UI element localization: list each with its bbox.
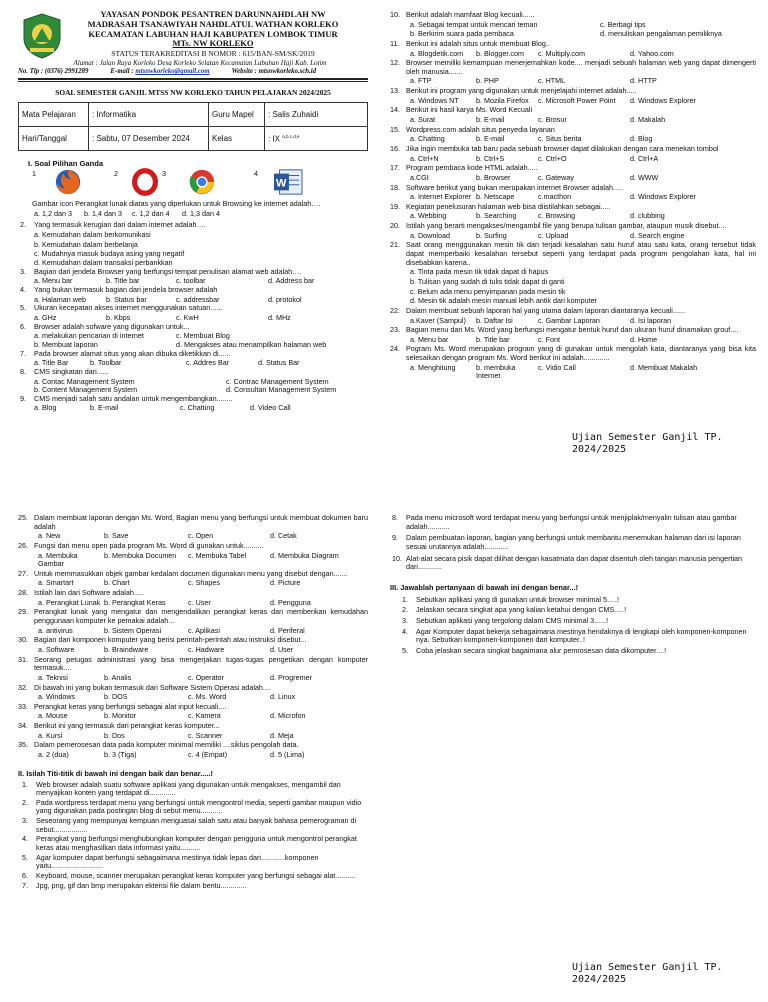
question-18: 18. Software berikut yang bukan merupakan internet Browser adalah..... [390, 182, 623, 192]
option-item: c. Situs berita [538, 134, 582, 144]
option-item: a. antivirus [38, 625, 73, 635]
question-25-options [18, 532, 368, 541]
option-item: a. FTP [410, 76, 432, 86]
option-item: a. Kursi [38, 730, 63, 740]
option-item: b. membuka Internet [476, 362, 516, 381]
option-item: b. Tulisan yang sudah di tulis tidak dapat di ganti [410, 276, 565, 286]
question-23-options [390, 336, 756, 345]
question-12: 12. Browser memiliki kemampuan menerjemahkan kode.... menjadi sebuah halaman web yang dapat dimengerti oleh manusia....... [390, 58, 756, 76]
option-item: c. Ms. Word [188, 692, 227, 702]
fill-in-9: 9. Dalam pembuatan laporan, bagian yang berfungsi untuk membantu menemukan halaman dari isi laporan sesuai urutannya adalah............ [392, 533, 741, 551]
foundation-name: YAYASAN PONDOK PESANTREN DARUNNAHDLAH NW [100, 9, 326, 19]
option-item: a. 2 (dua) [38, 750, 69, 760]
question-2: 2. Yang termasuk kerugian dari dalam internet adalah…. [20, 219, 206, 229]
essay-question-5: 5. Coba jelaskan secara singkat bagaimana alur pemrosesan data dikomputer....! [402, 645, 667, 655]
question-33-options [18, 712, 368, 721]
essay-question-1: 1. Sebutkan aplikasi yang di gunakan untuk browser minimal 5.....! [402, 594, 619, 604]
question-17: 17. Program pembaca kode HTML adalah..... [390, 163, 538, 173]
question-23: 23. Bagian menu dari Ms. Word yang berfungsi mengatur bentuk huruf dan ukuran huruf dinamakan grouf.... [390, 325, 739, 335]
question-24-options [390, 364, 756, 381]
opera-icon [132, 168, 158, 196]
option-item: b. Daftar Isi [476, 315, 513, 325]
fill-in-7: 7. Jpg, png, gif dan bmp merupakan ektensi file dalam bentu............. [22, 880, 247, 890]
question-27: 27. Untuk memmasukkan objek gambar kedalam documen digunakan menu yang disebut dengan....... [18, 568, 348, 578]
option-item: c. Browsing [538, 211, 576, 221]
question-4: 4. Yang bukan termasuk bagian dari jendela browser adalah [20, 285, 218, 295]
icon-number-3: 3 [162, 169, 166, 179]
question-20: 20. Istilah yang berarti mengakses/mengambil file yang berupa tulisan gambar, ataupun musik disebut.... [390, 221, 727, 231]
question-20-options [390, 232, 756, 241]
firefox-icon [54, 168, 82, 196]
option-item: d. Search engine [630, 230, 685, 240]
word-icon [272, 168, 304, 196]
question-21: 21. Saat orang menggunakan mesin tik dan terjadi kesalahan satu huruf atau satu kata, orang tersebut tidak dapat memperbaiki kesalahan tersebut seperti yang terdapat pada program pengolahan kata, hal ini disebabkan karena.. [390, 240, 756, 267]
question-9-options: a. Blog b. E-mail c. Chatting d. Video Call [34, 403, 291, 413]
option-item: a. Membuka Gambar [38, 550, 78, 569]
option-item: c. Open [188, 531, 214, 541]
option-item: c. Shapes [188, 578, 220, 588]
fill-in-8: 8. Pada menu microsoft word terdapat menu yang berfungsi untuk menjiplak/menyalin tulisan atau gambar adalah........... [392, 513, 737, 531]
option-item: c. Hadware [188, 644, 225, 654]
question-18-options [390, 193, 756, 202]
page1-left-column [18, 10, 368, 413]
option-item: b. Chart [104, 578, 130, 588]
class-label: Kelas [209, 127, 265, 151]
fill-in-5: 5. Agar komputer dapat berfungsi sebagaimana mestinya tidak lepas dari............komponen yaitu.......................... [22, 852, 319, 871]
option-item: b. 3 (Tiga) [104, 750, 137, 760]
option-item: c. User [188, 597, 211, 607]
option-item: a. Surat [410, 115, 436, 125]
essay-question-2: 2. Jelaskan secara singkat apa yang kalian ketahui dengan CMS.....! [402, 605, 627, 615]
option-item: b. Dos [104, 730, 125, 740]
option-item: d. WWW [630, 172, 659, 182]
question-26-options [18, 552, 368, 569]
question-11-options [390, 50, 756, 59]
option-item: b. Mozila Firefox [476, 95, 529, 105]
option-item: d. Progremer [270, 672, 312, 682]
option-item: a. Blogdetik.com [410, 48, 464, 58]
option-item: c. Multiply.com [538, 48, 585, 58]
option-item: a. Sebagai tempat untuk mencari teman [410, 19, 538, 29]
option-item: c. Operator [188, 672, 224, 682]
option-item: a. Tinta pada mesin tik tidak dapat di hapus [410, 267, 549, 277]
question-8-options-ac: a. Contac Management System c. Contrac Management System [34, 376, 329, 386]
question-16-options [390, 155, 756, 164]
option-item: d. Windows Explorer [630, 192, 696, 202]
question-21-options [390, 297, 756, 306]
option-item: c. Microsoft Power Point [538, 95, 616, 105]
option-item: d. Mesin tik adalah mesin manual lebih antik dari komputer [410, 296, 597, 306]
option-item: d. Linux [270, 692, 296, 702]
question-1-text: Gambar icon Perangkat lunak diatas yang diperlukan untuk Browsing ke internet adalah…. [32, 199, 321, 209]
option-item: a. Windows [38, 692, 76, 702]
option-item: a. New [38, 531, 61, 541]
option-item: a. Chatting [410, 134, 445, 144]
option-item: c. Membuka Tabel [188, 550, 247, 560]
fill-in-2: 2. Pada wordpress terdapat menu yang berfungsi untuk mengontrol media, seperti gambar maupun vidio yang digunakan pada postingan blog di sebut menu........... [22, 797, 362, 816]
option-item: b. Title bar [476, 334, 510, 344]
option-item: b. Netscape [476, 192, 515, 202]
chrome-icon [188, 168, 216, 196]
question-6-options-ac: a. melakukan pencarian di internet c. Membuat Blog [34, 331, 230, 341]
option-item: c. Belum ada menu penyimpanan pada mesin tik [410, 286, 566, 296]
question-35-options [18, 751, 368, 760]
option-item: c. Gateway [538, 172, 574, 182]
page2-footer: Ujian Semester Ganjil TP. 2024/2025 [572, 962, 723, 985]
fill-in-6: 6. Keyboard, mouse, scanner merupakan perangkat keras komputer yang berfungsi sebagai alat.......... [22, 870, 356, 880]
essay-question-3: 3. Sebutkan aplikasi yang tergolong dalam CMS minimal 3......! [402, 616, 609, 625]
school-logo [20, 12, 64, 60]
option-item: c. Upload [538, 230, 569, 240]
page1-right-column [390, 11, 756, 382]
option-item: a. Webbing [410, 211, 447, 221]
option-item: a. Download [410, 230, 450, 240]
option-item: a.CGI [410, 172, 429, 182]
option-item: d. Isi laporan [630, 315, 672, 325]
school-short-name: MTs. NW KORLEKO [172, 38, 254, 49]
option-item: a.Kaver (Sampul) [410, 315, 466, 325]
option-item: b. PHP [476, 76, 499, 86]
option-item: c. Gambar Laporan [538, 315, 600, 325]
option-item: a. Teknisi [38, 672, 68, 682]
district-name: KECAMATAN LABUHAN HAJI KABUPATEN LOMBOK TIMUR [88, 28, 338, 39]
option-item: b. E-mail [476, 115, 505, 125]
option-item: d. Pengguna [270, 597, 311, 607]
option-item: b. DOS [104, 692, 128, 702]
exam-info-table [18, 102, 368, 151]
option-item: a. Menu bar [410, 334, 449, 344]
option-item: a. Perangkat Lunak [38, 597, 101, 607]
question-11: 11. Berikut ini adalah situs untuk membuat Blog.. [390, 38, 550, 48]
option-item: b. Analis [104, 672, 132, 682]
option-item: b. Perangkat Keras [104, 597, 166, 607]
class-value: : IX $^{a,b,c,d,e}$ [265, 127, 368, 151]
question-1-options: a. 1,2 dan 3 b. 1,4 dan 3 c. 1,2 dan 4 d. 1,3 dan 4 [34, 209, 220, 219]
question-22-options [390, 317, 756, 326]
question-13-options [390, 97, 756, 106]
question-34: 34. Berikut ini yang termasuk dari perangkat keras komputer... [18, 721, 220, 731]
contact-line: No. Tlp : (0376) 2991289 E-mail : mtsnwkorleko@gmail.com Website : mtsnwkorleko.sch.id [18, 68, 317, 76]
question-19-options [390, 212, 756, 221]
question-8: 8. CMS singkatan dari...... [20, 366, 109, 376]
question-10-options [390, 21, 756, 30]
option-item: c. 4 (Empat) [188, 750, 228, 760]
question-29-options [18, 627, 368, 636]
question-24: 24. Pogram Ms. Word merupakan program yang di gunakan untuk mengolah kata, diantaranya yang bisa kita selesaikan dengan program Ms. Word berikut ini adalah............. [390, 344, 756, 363]
option-item: d. Meja [270, 730, 294, 740]
email-link[interactable]: mtsnwkorleko@gmail.com [135, 68, 210, 76]
option-item: b. Browser [476, 172, 511, 182]
date-label: Hari/Tanggal [19, 127, 89, 151]
icon-number-2: 2 [114, 169, 118, 179]
question-30-options [18, 646, 368, 655]
option-item: d. Home [630, 334, 658, 344]
question-31: 31. Seorang petugas administrasi yang bisa mengerjakan tugas-tugas pengetikan dengan komputer termasuk.... [18, 654, 368, 673]
question-34-options [18, 732, 368, 741]
fill-in-1: 1. Web browser adalah suatu software aplikasi yang digunakan untuk mengakses, mengambil dan menyajikan konten yang terdapat di............. [22, 779, 341, 798]
option-item: c.macthon [538, 192, 572, 202]
option-item: b. Braindware [104, 644, 149, 654]
option-item: d. Membuat Makalah [630, 362, 698, 372]
fill-in-4: 4. Perangkat yang berfungsi menghubungkan komputer dengan pengguna untuk mengontrol perangkat keras atau menghasilkan data informasi yaitu.......... [22, 834, 357, 853]
option-item: d. 5 (Lima) [270, 750, 305, 760]
teacher-value: : Salis Zuhaidi [265, 103, 368, 127]
question-7-options: a. Title Bar b. Toolbar c. Addres Bar d. Status Bar [34, 358, 300, 368]
question-4-options: a. Halaman web b. Status bar c. addressbar d. protokol [34, 294, 302, 304]
subject-value: : Informatika [89, 103, 209, 127]
question-13: 13. Berikut ini program yang digunakan untuk menjelajahi internet adalah..... [390, 86, 637, 96]
option-item: c. Aplikasi [188, 625, 220, 635]
option-item: d. Makalah [630, 115, 666, 125]
option-item: d. User [270, 644, 294, 654]
question-7: 7. Pada browser alamat situs yang akan dibuka diketikkan di...... [20, 348, 231, 358]
question-9: 9. CMS menjadi salah satu andalan untuk mengembangkan........ [20, 393, 233, 403]
option-item: b. Blogger.com [476, 48, 524, 58]
option-item: d. Yahoo.com [630, 48, 674, 58]
question-8-options-bd: b. Content Management System d. Consultan Management System [34, 385, 337, 395]
option-item: d. Blog [630, 134, 653, 144]
question-3: 3. Bagian dari jendela Browser yang berfungsi tempat penulisan alamat web adalah…. [20, 266, 302, 276]
question-22: 22. Dalam membuat sebuah laporan hal yang utama dalam laporan diantaranya kecuali...... [390, 305, 685, 315]
question-19: 19. Kegiatan penelusuran halaman web bisa diistilahkan sebagai..... [390, 201, 611, 211]
fill-in-10: 10. Alat-alat secara pisik dapat dilihat dengan kasatmata dan dapat disentuh oleh tangan manusia pengertian dari............ [392, 553, 743, 572]
question-15-options [390, 135, 756, 144]
subject-label: Mata Pelajaran [19, 103, 89, 127]
option-item: a. Mouse [38, 711, 68, 721]
option-item: c. Kamera [188, 711, 221, 721]
question-35: 35. Dalam pemerosesan data pada komputer minimal memiliki ....siklus pengolah data. [18, 740, 299, 750]
question-29: 29. Perangkat lunak yang mengatur dan mengendalikan perangkat keras dan memberikan kemudahan penggunaan komputer ke pemakai adalah... [18, 607, 368, 626]
question-21-options [390, 288, 756, 297]
option-item: b. Sistem Operasi [104, 625, 162, 635]
madrasah-name: MADRASAH TSANAWIYAH NAHDLATUL WATHAN KORLEKO [87, 18, 339, 29]
question-32-options [18, 693, 368, 702]
section-2-title: II. Isilah Titi-titik di bawah ini dengan baik dan benar.....! [18, 768, 213, 778]
option-item: b. Ctrl+S [476, 153, 505, 163]
page1-footer: Ujian Semester Ganjil TP. 2024/2025 [572, 432, 723, 455]
icon-number-4: 4 [254, 169, 258, 179]
option-item: d. HTTP [630, 76, 657, 86]
question-14: 14. Berikut ini hasil karya Ms. Word Kecuali [390, 105, 533, 115]
question-5-options: a. GHz b. Kbps c. KwH d. MHz [34, 313, 291, 323]
date-value: : Sabtu, 07 Desember 2024 [89, 127, 209, 151]
option-item: b. Berkirim suara pada pembaca [410, 29, 514, 39]
option-item: c. HTML [538, 76, 566, 86]
essay-question-4: 4. Agar Komputer dapat bekerja sebagaimana mestinya hendaknya di lengkapi oleh komponen-komponen nya. Sebutkan komponen-komponen dari komputer..! [402, 626, 747, 645]
page2-left-column [18, 514, 368, 891]
icon-number-1: 1 [32, 169, 36, 179]
question-28-options [18, 599, 368, 608]
question-25: 25. Dalam membuat laporan dengan Ms. Word, Bagian menu yang berfungsi untuk membuat dokumen baru adalah [18, 513, 368, 531]
option-item: a. Ctrl+N [410, 153, 439, 163]
option-item: d. Periferal [270, 625, 305, 635]
svg-text:W: W [275, 178, 287, 191]
option-item: a. Internet Explorer [410, 192, 472, 202]
header-divider [18, 78, 368, 82]
option-item: c. Font [538, 334, 560, 344]
option-item: c. Scanner [188, 730, 223, 740]
address-line: Alamat : Jalan Raya Korleko Desa Korleko Selatan Kecamatan Labuhan Haji Kab. Lotim [73, 59, 327, 68]
section-1-title: I. Soal Pilihan Ganda [28, 159, 104, 169]
option-item: d. Windows Explorer [630, 95, 696, 105]
option-item: d. Cetak [270, 531, 297, 541]
option-item: c. Vidio Call [538, 362, 576, 372]
question-26: 26. Fungsi dari menu open pada program Ms. Word di gunakan untuk.......... [18, 540, 264, 550]
option-item: a. Software [38, 644, 75, 654]
option-item: d. Membuka Diagram [270, 550, 339, 560]
question-16: 16. Jika ingin membuka tab baru pada sebuah browser dapat dilakukan dengan cara menekan tombol [390, 143, 719, 153]
option-item: c. Berbagi tips [600, 19, 646, 29]
question-32: 32. Di bawah ini yang bukan termasuk dari Software Sistem Operasi adalah.... [18, 682, 271, 692]
option-item: d. menuliskan pengalaman pemiliknya [600, 29, 722, 39]
question-27-options [18, 579, 368, 588]
option-item: a. Windows NT [410, 95, 459, 105]
option-item: b. Membuka Documen [104, 550, 177, 560]
question-3-options: a. Menu bar b. Title bar c. toolbar d. Address bar [34, 276, 315, 286]
browser-icons-row [32, 168, 368, 200]
option-item: d. Ctrl+A [630, 153, 659, 163]
fill-in-3: 3. Seseorang yang mempunyai kempuan menguasai salah satu atau banyak bahasa pemerograman di sebut................. [22, 816, 357, 834]
question-28: 28. Istilah lain dari Software adalah..... [18, 588, 144, 598]
question-17-options [390, 174, 756, 183]
option-item: b. E-mail [476, 134, 505, 144]
question-2-options: a. Kemudahan dalam berkomunikasi b. Kemudahan dalam berbelanja c. Mudahnya masuk budaya asing yang negatif d. Kemudahan dalam transaksi perbankkan [34, 230, 185, 268]
option-item: b. Searching [476, 211, 517, 221]
letterhead [18, 10, 368, 58]
option-item: d. Picture [270, 578, 301, 588]
question-21-options [390, 278, 756, 287]
question-6-options-bd: b. Membuat laporan d. Mengakses atau menampilkan halaman web [34, 339, 327, 349]
option-item: d. clubbing [630, 211, 665, 221]
accreditation-status: STATUS TERAKREDITASI B NOMOR : 615/BAN-SM/SK/2019 [111, 49, 315, 59]
question-10-options [390, 30, 756, 39]
section-3-title: III. Jawablah pertanyaan di bawah ini dengan benar...! [390, 582, 579, 592]
option-item: b. Save [104, 531, 129, 541]
question-10: 10. Berikut adalah mamfaat Blog kecuali...... [390, 10, 535, 19]
question-31-options [18, 674, 368, 683]
option-item: c. Brosur [538, 115, 567, 125]
question-6: 6. Browser adalah sofware yang digunakan untuk... [20, 321, 190, 331]
option-item: a. Smartart [38, 578, 74, 588]
question-14-options [390, 116, 756, 125]
question-30: 30. Bagian dari komponen komputer yang berisi perintah-perintah atau instruksi disebut... [18, 635, 307, 645]
option-item: a. Menghitung [410, 362, 456, 372]
question-12-options [390, 77, 756, 86]
question-33: 33. Perangkat keras yang berfungsi sebagai alat input kecuali.... [18, 701, 227, 711]
exam-title: SOAL SEMESTER GANJIL MTSS NW KORLEKO TAHUN PELAJARAN 2024/2025 [55, 88, 331, 98]
option-item: b. Monitor [104, 711, 136, 721]
option-item: b. Surfing [476, 230, 507, 240]
option-item: c. Ctrl+O [538, 153, 567, 163]
option-item: d. Microfon [270, 711, 306, 721]
teacher-label: Guru Mapel [209, 103, 265, 127]
question-21-options [390, 268, 756, 277]
question-15: 15. Wordpress.com adalah situs penyedia layanan [390, 124, 555, 134]
question-5: 5. Ukuran kecepatan akses internet menggunakan satuan...... [20, 303, 223, 313]
page2-right-column [390, 514, 756, 658]
